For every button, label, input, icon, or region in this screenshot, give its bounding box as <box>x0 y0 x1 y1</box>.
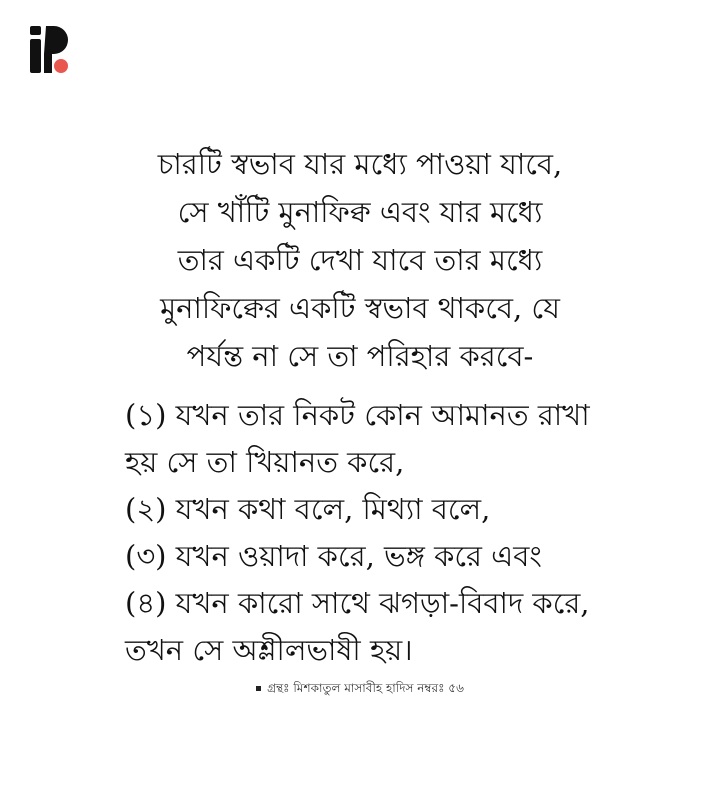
hadith-points-list <box>125 392 685 674</box>
point-line: তখন সে অশ্লীলভাষী হয়। <box>125 633 413 667</box>
bullet-icon <box>256 686 261 691</box>
source-citation <box>0 680 720 700</box>
logo-accent-dot <box>54 59 68 73</box>
intro-line: পর্যন্ত না সে তা পরিহার করবে- <box>186 339 534 373</box>
intro-line: মুনাফিক্বের একটি স্বভাব থাকবে, যে <box>160 291 560 325</box>
point-line: (২) যখন কথা বলে, মিথ্যা বলে, <box>125 492 491 526</box>
logo-dot-bar <box>30 26 41 35</box>
intro-line: চারটি স্বভাব যার মধ্যে পাওয়া যাবে, <box>157 147 563 181</box>
intro-line: তার একটি দেখা যাবে তার মধ্যে <box>177 243 543 277</box>
logo-stem <box>30 39 41 73</box>
point-line: (৪) যখন কারো সাথে ঝগড়া-বিবাদ করে, <box>125 586 590 620</box>
point-line: (১) যখন তার নিকট কোন আমানত রাখা <box>125 398 590 432</box>
intro-line: সে খাঁটি মুনাফিক্ব এবং যার মধ্যে <box>177 195 543 229</box>
hadith-intro <box>0 140 720 380</box>
source-text: গ্রন্থঃ মিশকাতুল মাসাবীহ হাদিস নম্বরঃ ৫৬ <box>267 681 464 695</box>
point-line: হয় সে তা খিয়ানত করে, <box>125 445 405 479</box>
point-line: (৩) যখন ওয়াদা করে, ভঙ্গ করে এবং <box>125 539 542 573</box>
brand-logo-icon <box>28 22 72 78</box>
